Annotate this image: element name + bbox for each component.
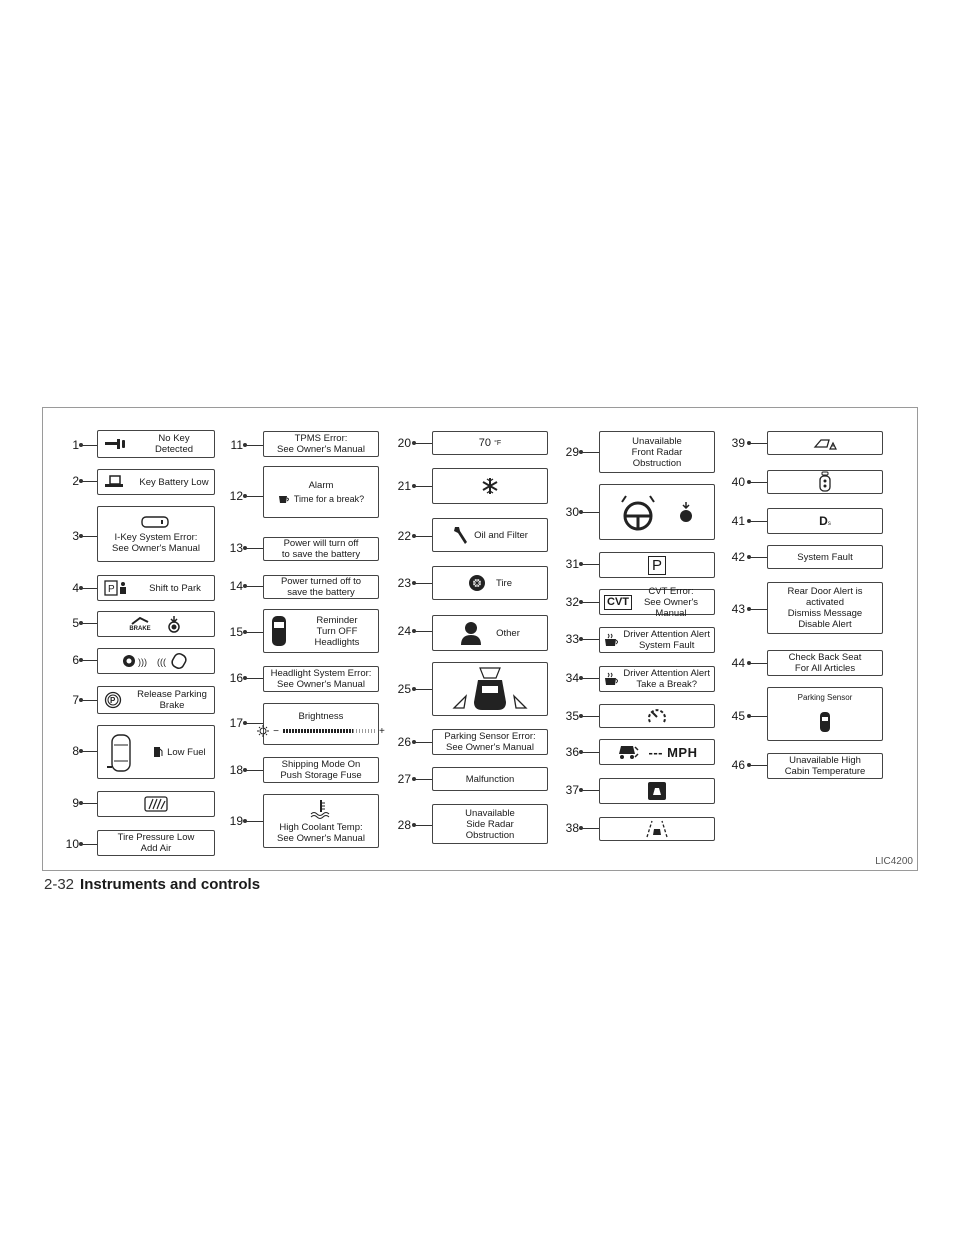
- leader-line: [245, 496, 263, 497]
- msg-text: Tire: [495, 577, 512, 589]
- msg-text: Brightness: [298, 711, 344, 722]
- msg-text: TPMS Error: See Owner's Manual: [277, 433, 365, 455]
- msg-text: Other: [496, 627, 520, 639]
- msg-text: High Coolant Temp: See Owner's Manual: [277, 821, 365, 844]
- msg-text: Shipping Mode On Push Storage Fuse: [280, 759, 362, 781]
- leader-line: [81, 844, 97, 845]
- callout-26: 26: [397, 735, 411, 749]
- drive-sub: s: [827, 520, 831, 527]
- leader-line: [581, 602, 599, 603]
- msg-side-radar-unavailable: [432, 804, 548, 844]
- callout-16: 16: [229, 671, 243, 685]
- coffee-cup-icon: [604, 633, 620, 647]
- coolant-temp-icon: [310, 799, 332, 819]
- leader-line: [81, 803, 97, 804]
- leader-line: [749, 765, 767, 766]
- callout-43: 43: [731, 602, 745, 616]
- msg-speed-limit: [599, 704, 715, 728]
- key-icon: [104, 438, 126, 450]
- leader-line: [245, 586, 263, 587]
- msg-text: Reminder Turn OFF Headlights: [314, 614, 360, 648]
- callout-14: 14: [229, 579, 243, 593]
- msg-power-will-turn-off: [263, 537, 379, 561]
- leader-line: [414, 583, 432, 584]
- msg-text: Check Back Seat For All Articles: [788, 652, 862, 674]
- msg-text: Headlight System Error: See Owner's Manual: [270, 668, 372, 690]
- callout-41: 41: [731, 514, 745, 528]
- leader-line: [581, 716, 599, 717]
- leader-line: [749, 716, 767, 717]
- msg-ds-mode: [767, 508, 883, 534]
- leader-line: [749, 609, 767, 610]
- leader-line: [414, 742, 432, 743]
- svg-text:))): ))): [138, 657, 147, 667]
- key-signal-icon: [121, 653, 191, 669]
- msg-outside-temp: [432, 431, 548, 455]
- msg-cruise-speed: [599, 739, 715, 765]
- msg-text: Release Parking Brake: [137, 689, 207, 711]
- callout-39: 39: [731, 436, 745, 450]
- callout-44: 44: [731, 656, 745, 670]
- msg-steering-assist: [599, 484, 715, 540]
- msg-system-fault: [767, 545, 883, 569]
- msg-text: Power turned off to save the battery: [280, 576, 362, 598]
- leader-line: [581, 564, 599, 565]
- person-icon: [460, 621, 482, 645]
- msg-tire-pressure-low: [97, 830, 215, 856]
- page-footer: [44, 876, 260, 893]
- brightness-slider: [257, 725, 385, 737]
- msg-text: Unavailable Front Radar Obstruction: [631, 435, 683, 469]
- svg-text:P: P: [108, 584, 115, 595]
- callout-27: 27: [397, 772, 411, 786]
- callout-8: 8: [72, 744, 79, 758]
- msg-power-turned-off: [263, 575, 379, 599]
- callout-10: 10: [65, 837, 79, 851]
- msg-other-maintenance: [432, 615, 548, 651]
- svg-text:(((: (((: [157, 657, 166, 667]
- msg-text: No Key Detected: [154, 433, 194, 455]
- msg-text: Driver Attention Alert Take a Break?: [623, 668, 710, 690]
- callout-46: 46: [731, 758, 745, 772]
- callout-18: 18: [229, 763, 243, 777]
- warning-car-icon: [648, 782, 666, 800]
- msg-parking-sensor-error: [432, 729, 548, 755]
- msg-forward-collision: [599, 778, 715, 804]
- leader-line: [749, 521, 767, 522]
- msg-release-parking-brake: [97, 686, 215, 714]
- msg-park-position: [599, 552, 715, 578]
- key-battery-icon: [104, 475, 126, 489]
- coffee-cup-icon: [604, 672, 620, 686]
- svg-text:P: P: [110, 696, 116, 705]
- msg-text: System Fault: [797, 551, 853, 563]
- brake-foot-icon: [129, 616, 150, 632]
- brightness-icon: [257, 725, 269, 737]
- temp-value: 70: [478, 436, 492, 449]
- page-number: 2-32: [44, 876, 75, 893]
- low-fuel-group: [153, 746, 206, 758]
- cruise-set-icon: [617, 743, 639, 761]
- msg-brightness: [263, 703, 385, 745]
- callout-25: 25: [397, 682, 411, 696]
- car-top-icon: [106, 729, 136, 775]
- steering-wheel-icon: [618, 492, 658, 532]
- callout-13: 13: [229, 541, 243, 555]
- leader-line: [581, 678, 599, 679]
- callout-5: 5: [72, 616, 79, 630]
- leader-line: [245, 723, 263, 724]
- callout-32: 32: [565, 595, 579, 609]
- msg-malfunction: [432, 767, 548, 791]
- leader-line: [749, 557, 767, 558]
- callout-42: 42: [731, 550, 745, 564]
- callout-33: 33: [565, 632, 579, 646]
- msg-shift-to-park: [97, 575, 215, 601]
- msg-brake-depress: [97, 611, 215, 637]
- speedometer-icon: [647, 707, 667, 725]
- callout-23: 23: [397, 576, 411, 590]
- leader-line: [581, 752, 599, 753]
- callout-12: 12: [229, 489, 243, 503]
- msg-text: Shift to Park: [149, 582, 201, 594]
- minus-label: −: [273, 725, 279, 737]
- tire-icon: [468, 574, 486, 592]
- msg-text: Malfunction: [465, 773, 515, 785]
- callout-28: 28: [397, 818, 411, 832]
- leader-line: [245, 445, 263, 446]
- leader-line: [81, 751, 97, 752]
- car-top-icon: [819, 711, 831, 733]
- callout-19: 19: [229, 814, 243, 828]
- msg-text: CVT Error: See Owner's Manual: [643, 585, 699, 619]
- msg-oil-and-filter: [432, 518, 548, 552]
- msg-key-signal: [97, 648, 215, 674]
- callout-22: 22: [397, 529, 411, 543]
- msg-text: Rear Door Alert is activated Dismiss Message Disable Alert: [787, 586, 863, 630]
- intelligent-key-icon: [141, 515, 171, 529]
- leader-line: [81, 700, 97, 701]
- msg-text: Unavailable Side Radar Obstruction: [465, 807, 515, 841]
- door-warning-icon: [813, 435, 837, 451]
- msg-text: Oil and Filter: [474, 529, 528, 541]
- callout-20: 20: [397, 436, 411, 450]
- msg-driver-attention-break: [599, 666, 715, 692]
- leader-line: [414, 689, 432, 690]
- callout-37: 37: [565, 783, 579, 797]
- leader-line: [749, 443, 767, 444]
- wrench-icon: [452, 525, 470, 545]
- leader-line: [581, 790, 599, 791]
- msg-check-back-seat: [767, 650, 883, 676]
- msg-door-warning: [767, 431, 883, 455]
- lane-car-icon: [644, 820, 670, 838]
- drive-letter: D: [819, 513, 828, 528]
- msg-no-key: [97, 430, 215, 458]
- msg-shipping-mode: [263, 757, 379, 783]
- park-letter: P: [648, 556, 666, 575]
- msg-lane-departure: [599, 817, 715, 841]
- callout-34: 34: [565, 671, 579, 685]
- callout-7: 7: [72, 693, 79, 707]
- park-shift-icon: [104, 580, 128, 596]
- hands-on-icon: [676, 501, 696, 523]
- msg-text: Parking Sensor Error: See Owner's Manual: [444, 731, 536, 753]
- speed-readout: --- MPH: [648, 744, 698, 760]
- leader-line: [581, 828, 599, 829]
- leader-line: [245, 821, 263, 822]
- callout-24: 24: [397, 624, 411, 638]
- callout-45: 45: [731, 709, 745, 723]
- press-button-icon: [165, 615, 183, 633]
- msg-alarm: [263, 466, 379, 518]
- msg-text: Low Fuel: [167, 746, 206, 758]
- callout-36: 36: [565, 745, 579, 759]
- leader-line: [81, 536, 97, 537]
- msg-text: Parking Sensor: [797, 693, 853, 702]
- callout-1: 1: [72, 438, 79, 452]
- radar-car-icon: [452, 666, 528, 712]
- leader-line: [245, 632, 263, 633]
- callout-2: 2: [72, 474, 79, 488]
- callout-4: 4: [72, 581, 79, 595]
- cvt-badge: CVT: [604, 595, 632, 610]
- temp-unit: °F: [494, 439, 502, 447]
- msg-text: Alarm: [308, 479, 334, 491]
- callout-29: 29: [565, 445, 579, 459]
- msg-headlight-system-error: [263, 666, 379, 692]
- leader-line: [414, 536, 432, 537]
- leader-line: [245, 770, 263, 771]
- callout-31: 31: [565, 557, 579, 571]
- msg-tire-maintenance: [432, 566, 548, 600]
- section-title: Instruments and controls: [80, 876, 261, 893]
- snowflake-icon: [481, 477, 499, 495]
- msg-text: I-Key System Error: See Owner's Manual: [112, 531, 200, 554]
- msg-headlight-reminder: [263, 609, 379, 653]
- callout-3: 3: [72, 529, 79, 543]
- callout-40: 40: [731, 475, 745, 489]
- msg-text: Unavailable High Cabin Temperature: [784, 755, 866, 777]
- callout-15: 15: [229, 625, 243, 639]
- msg-high-coolant-temp: [263, 794, 379, 848]
- msg-ikey-system-error: [97, 506, 215, 562]
- leader-line: [581, 452, 599, 453]
- callout-21: 21: [397, 479, 411, 493]
- leader-line: [581, 512, 599, 513]
- msg-subtext: Time for a break?: [293, 493, 365, 504]
- callout-38: 38: [565, 821, 579, 835]
- callout-6: 6: [72, 653, 79, 667]
- leader-line: [245, 678, 263, 679]
- leader-line: [414, 631, 432, 632]
- msg-tpms-error: [263, 431, 379, 457]
- key-fob-icon: [819, 472, 831, 492]
- msg-key-fob: [767, 470, 883, 494]
- leader-line: [81, 660, 97, 661]
- leader-line: [245, 548, 263, 549]
- plus-label: +: [379, 725, 385, 737]
- leader-line: [581, 639, 599, 640]
- msg-high-cabin-temp: [767, 753, 883, 779]
- leader-line: [414, 825, 432, 826]
- leader-line: [749, 663, 767, 664]
- msg-rear-door-alert: [767, 582, 883, 634]
- msg-text: Tire Pressure Low Add Air: [117, 832, 195, 854]
- coffee-cup-icon: [278, 494, 290, 504]
- callout-17: 17: [229, 716, 243, 730]
- msg-front-radar-unavailable: [599, 431, 715, 473]
- leader-line: [414, 443, 432, 444]
- msg-text: Key Battery Low: [139, 476, 209, 488]
- tire-pressure-icon: [143, 795, 169, 813]
- alarm-break-group: [278, 494, 364, 505]
- fuel-pump-icon: [153, 746, 163, 758]
- msg-icy-road: [432, 468, 548, 504]
- leader-line: [414, 486, 432, 487]
- leader-line: [81, 588, 97, 589]
- callout-35: 35: [565, 709, 579, 723]
- leader-line: [81, 623, 97, 624]
- leader-line: [414, 779, 432, 780]
- headlight-car-icon: [270, 612, 288, 650]
- callout-9: 9: [72, 796, 79, 810]
- msg-side-radar: [432, 662, 548, 716]
- brake-label: BRAKE: [129, 626, 151, 632]
- illustration-figure: [42, 407, 918, 871]
- msg-key-battery-low: [97, 469, 215, 495]
- figure-code: LIC4200: [875, 856, 913, 867]
- msg-tire-pressure-icon: [97, 791, 215, 817]
- level-bar-empty: [353, 729, 375, 733]
- msg-parking-sensor: [767, 687, 883, 741]
- callout-30: 30: [565, 505, 579, 519]
- leader-line: [749, 482, 767, 483]
- parking-brake-icon: [104, 691, 122, 709]
- msg-driver-attention-fault: [599, 627, 715, 653]
- leader-line: [81, 445, 97, 446]
- callout-11: 11: [230, 438, 243, 452]
- msg-low-fuel: [97, 725, 215, 779]
- leader-line: [81, 481, 97, 482]
- msg-cvt-error: [599, 585, 715, 619]
- msg-text: Power will turn off to save the battery: [281, 538, 361, 560]
- level-bar: [283, 729, 353, 733]
- msg-text: Driver Attention Alert System Fault: [623, 629, 710, 651]
